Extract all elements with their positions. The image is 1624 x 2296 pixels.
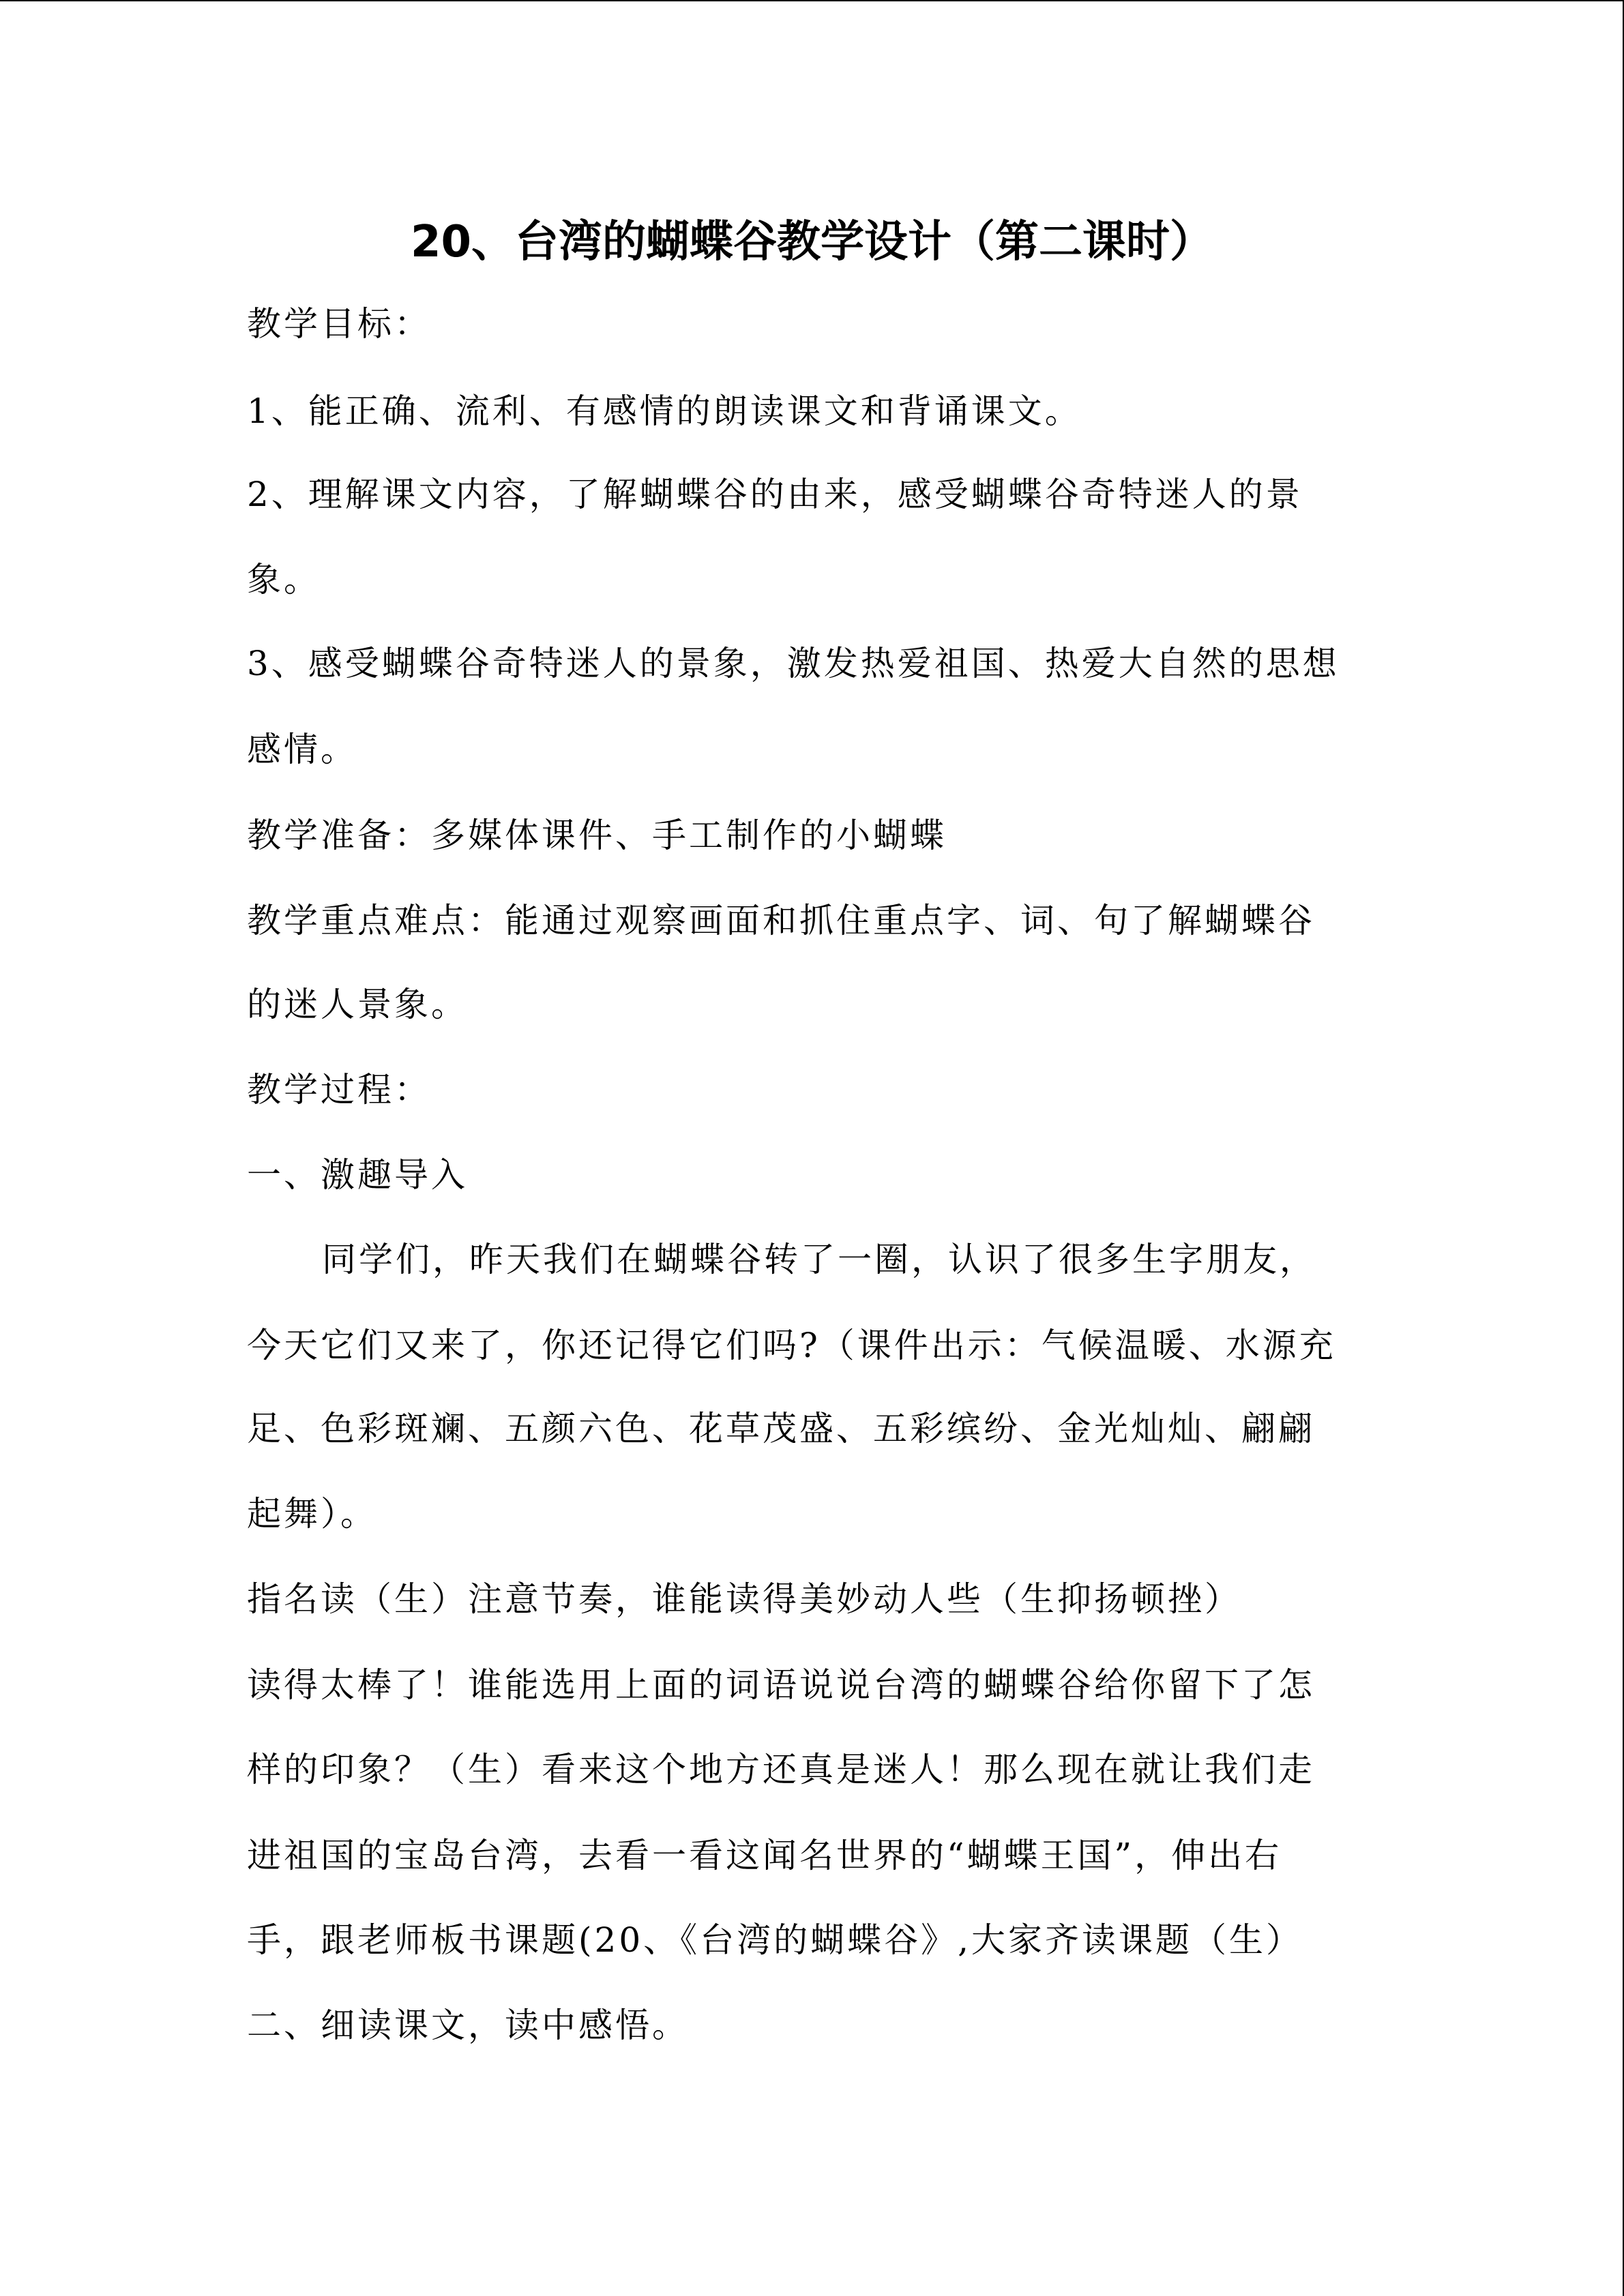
paragraph-line: 起舞）。 [247,1494,377,1534]
paragraph-line: 手，跟老师板书课题(20、《台湾的蝴蝶谷》,大家齐读课题（生） [247,1920,1303,1960]
paragraph-line: 今天它们又来了，你还记得它们吗?（课件出示：气候温暖、水源充 [247,1326,1336,1365]
paragraph-line: 指名读（生）注意节奏，谁能读得美妙动人些（生抑扬顿挫） [247,1579,1241,1619]
paragraph-line: 2、理解课文内容，了解蝴蝶谷的由来，感受蝴蝶谷奇特迷人的景 [247,475,1303,514]
paragraph-line: 3、感受蝴蝶谷奇特迷人的景象，激发热爱祖国、热爱大自然的思想 [247,644,1340,683]
paragraph-line: 的迷人景象。 [247,985,468,1024]
paragraph-line: 进祖国的宝岛台湾，去看一看这闻名世界的“蝴蝶王国”，伸出右 [247,1836,1282,1875]
section-heading-key-points: 教学重点难点：能通过观察画面和抓住重点字、词、句了解蝴蝶谷 [247,901,1315,940]
paragraph-line: 足、色彩斑斓、五颜六色、花草茂盛、五彩缤纷、金光灿灿、翩翩 [247,1409,1315,1448]
paragraph-line: 同学们，昨天我们在蝴蝶谷转了一圈，认识了很多生字朋友， [322,1240,1316,1279]
document-title: 20、台湾的蝴蝶谷教学设计（第二课时） [410,217,1214,267]
paragraph-line: 象。 [247,560,321,599]
section-heading-close-reading: 二、细读课文，读中感悟。 [247,2006,689,2045]
section-heading-objectives: 教学目标： [247,304,431,344]
paragraph-line: 样的印象？（生）看来这个地方还真是迷人！那么现在就让我们走 [247,1750,1315,1789]
section-heading-process: 教学过程： [247,1070,431,1109]
paragraph-line: 1、能正确、流利、有感情的朗读课文和背诵课文。 [247,391,1082,431]
section-heading-preparation: 教学准备：多媒体课件、手工制作的小蝴蝶 [247,816,947,855]
paragraph-line: 感情。 [247,730,357,769]
page-border-top [0,0,1624,1]
paragraph-line: 读得太棒了！谁能选用上面的词语说说台湾的蝴蝶谷给你留下了怎 [247,1665,1315,1705]
section-heading-intro: 一、激趣导入 [247,1155,468,1195]
